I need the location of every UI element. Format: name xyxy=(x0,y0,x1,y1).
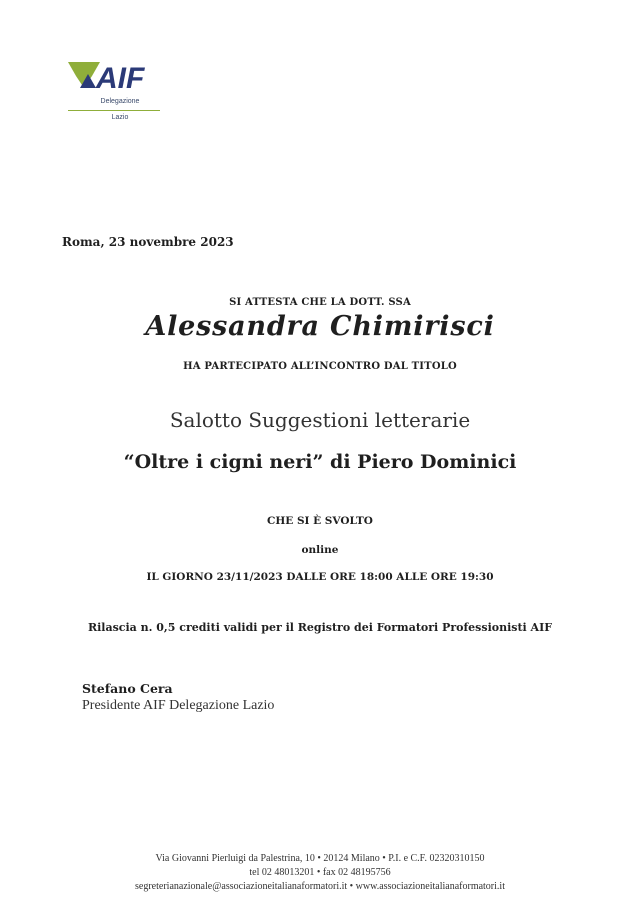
issue-date: Roma, 23 novembre 2023 xyxy=(62,235,234,249)
signer-name: Stefano Cera xyxy=(82,681,173,696)
event-datetime: IL GIORNO 23/11/2023 DALLE ORE 18:00 ALLE ORE 19:30 xyxy=(146,571,494,583)
logo-region: Lazio xyxy=(111,114,129,121)
held-label: CHE SI È SVOLTO xyxy=(267,515,373,527)
footer-address: Via Giovanni Pierluigi da Palestrina, 10 • 20124 Milano • P.I. e C.F. 02320310150 xyxy=(155,853,485,864)
logo-divider xyxy=(68,110,160,111)
aif-logo xyxy=(66,58,164,130)
logo-delegazione: Delegazione xyxy=(100,98,140,105)
signer-role: Presidente AIF Delegazione Lazio xyxy=(82,698,275,713)
event-modality: online xyxy=(301,544,339,556)
event-series: Salotto Suggestioni letterarie xyxy=(169,408,471,432)
footer-contacts: segreterianazionale@associazioneitalianaformatori.it • www.associazioneitalianaformatori.it xyxy=(135,881,505,892)
attestation-heading: SI ATTESTA CHE LA DOTT. SSA xyxy=(229,297,411,308)
event-title: “Oltre i cigni neri” di Piero Dominici xyxy=(123,451,517,473)
recipient-name: Alessandra Chimirisci xyxy=(145,311,495,342)
aif-logo-brand: AIF xyxy=(96,62,145,95)
aif-logo-mark xyxy=(66,58,164,98)
footer-phone: tel 02 48013201 • fax 02 48195756 xyxy=(249,867,391,878)
credits-statement: Rilascia n. 0,5 crediti validi per il Registro dei Formatori Professionisti AIF xyxy=(87,621,553,634)
participation-line: HA PARTECIPATO ALL’INCONTRO DAL TITOLO xyxy=(183,361,457,372)
